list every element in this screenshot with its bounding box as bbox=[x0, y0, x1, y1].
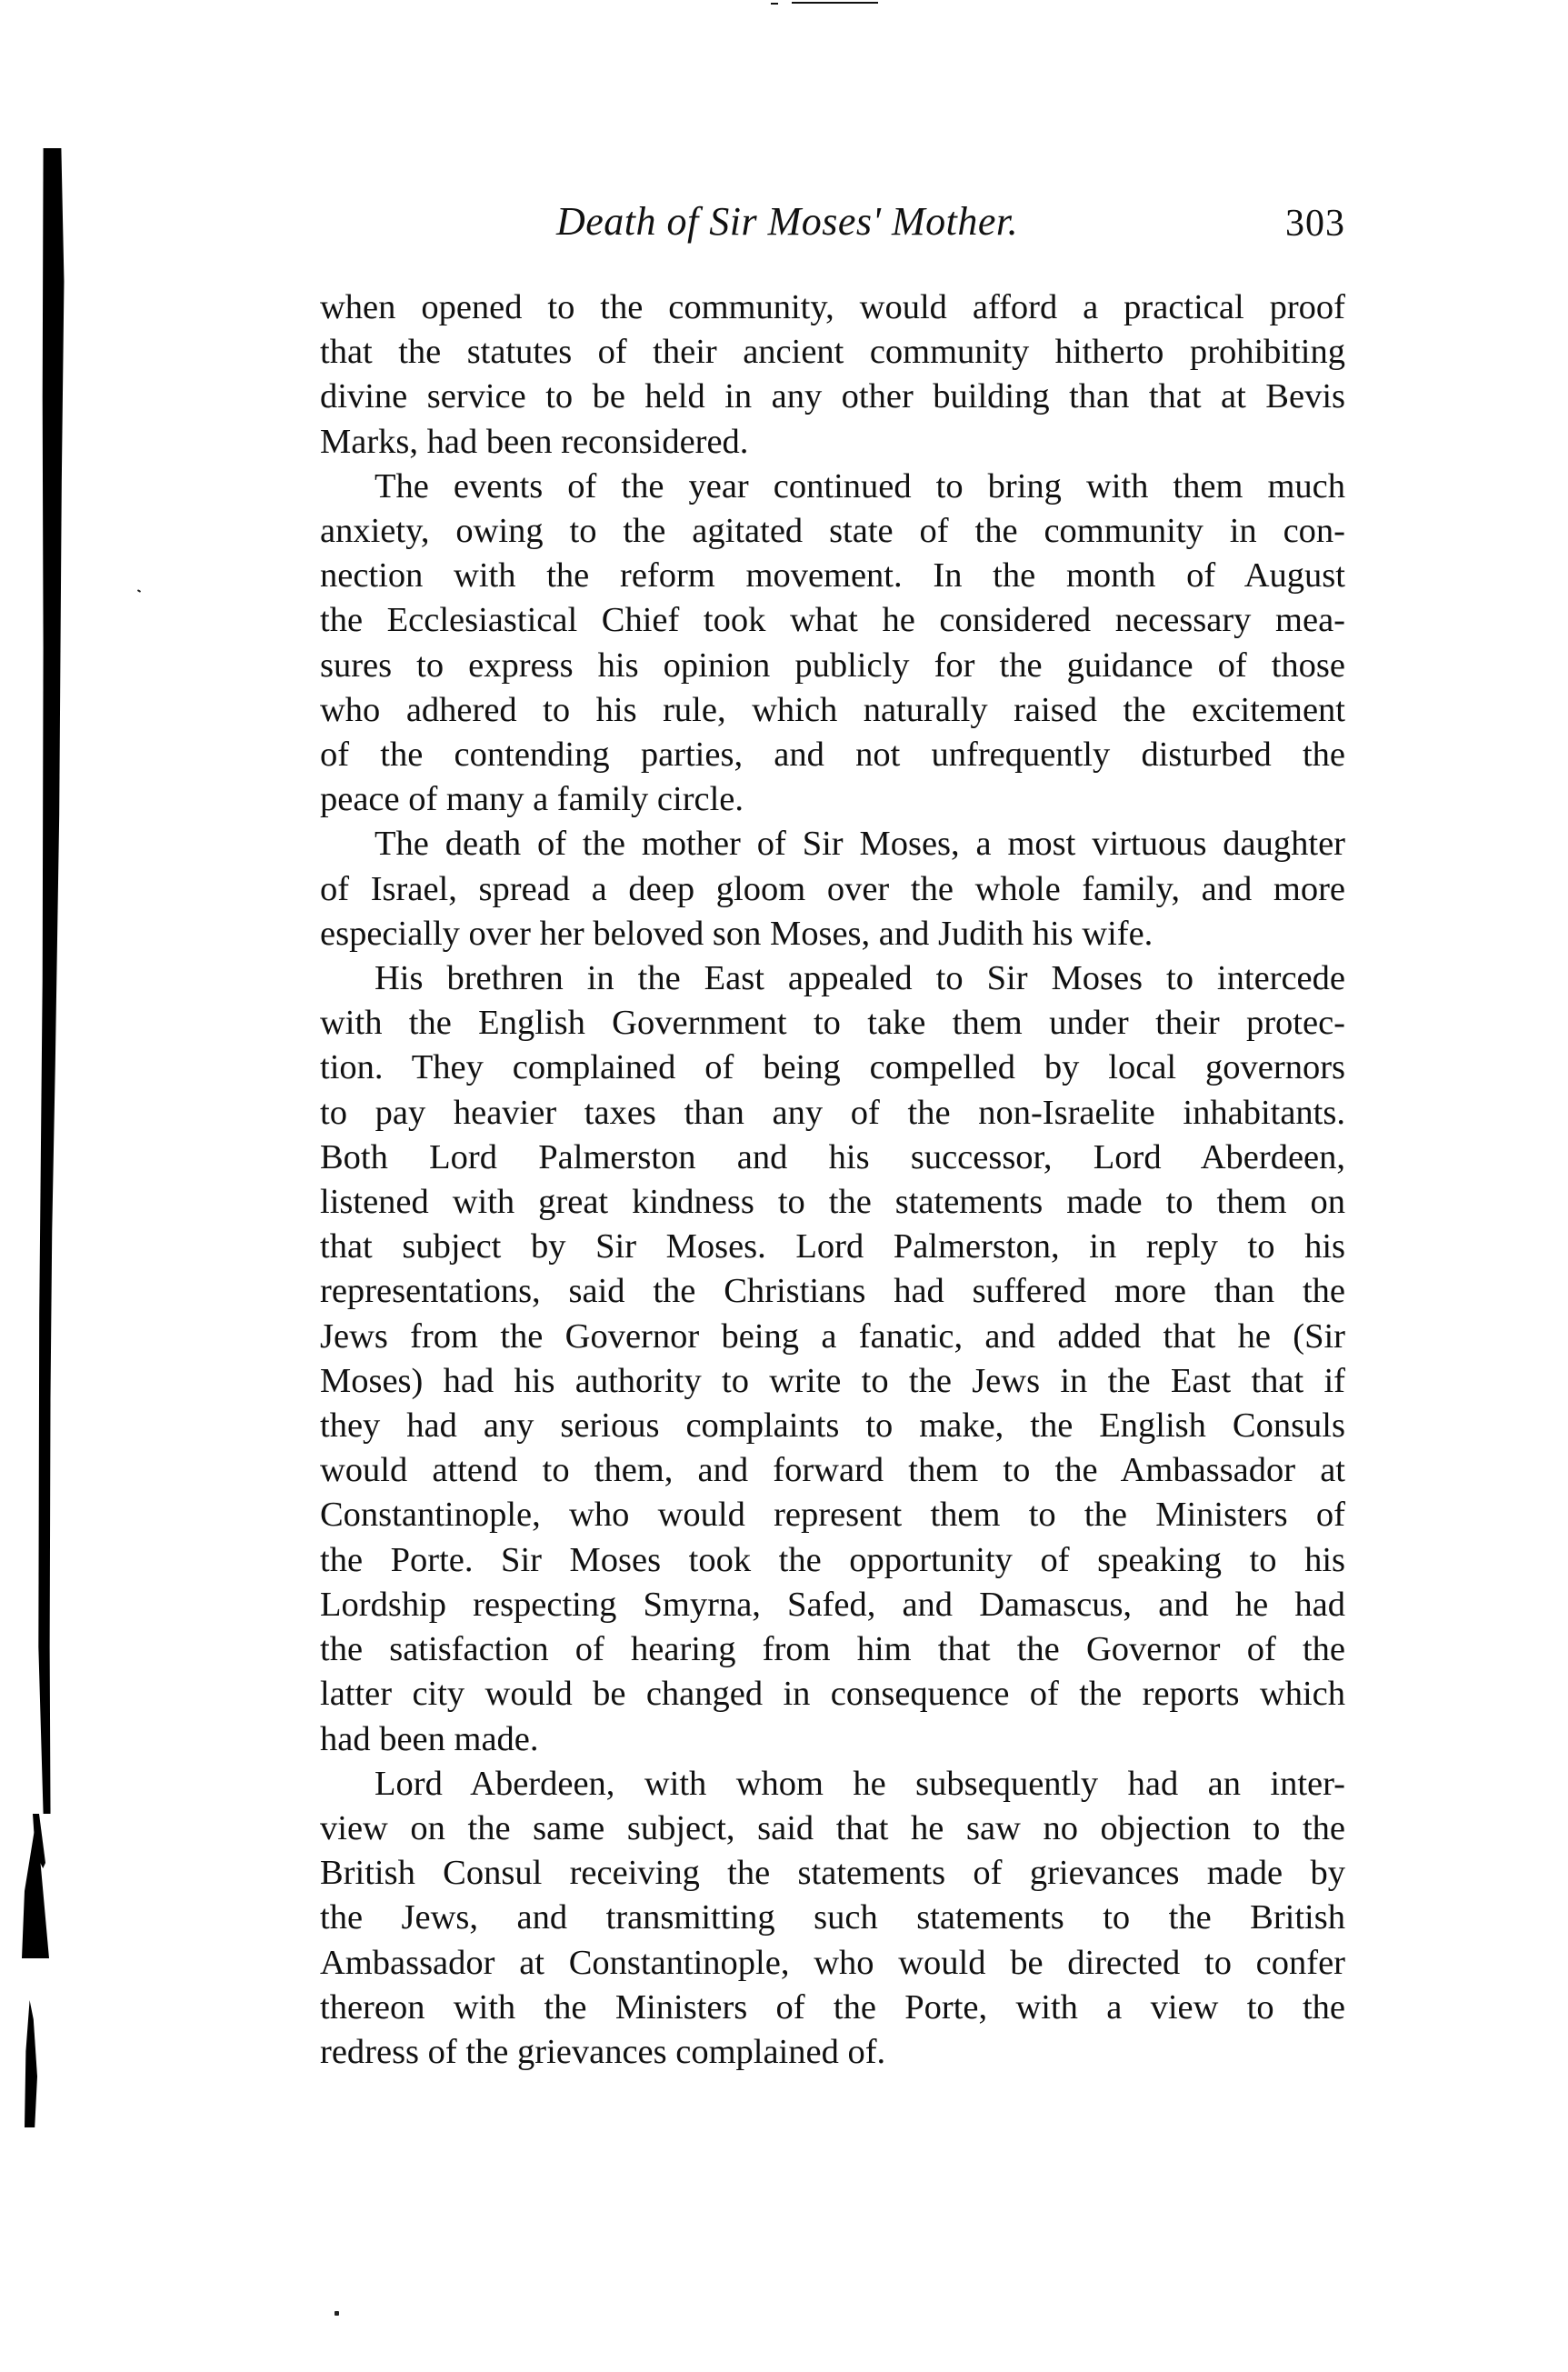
running-head bbox=[318, 198, 1345, 253]
paragraph bbox=[320, 1762, 1345, 2075]
text-line: latter city would be changed in consequence of the reports which bbox=[320, 1675, 1345, 1714]
text-line: Lordship respecting Smyrna, Safed, and Damascus, and he had bbox=[320, 1585, 1345, 1624]
text-line: divine service to be held in any other building than that at Bevis bbox=[320, 377, 1345, 416]
paragraph bbox=[320, 465, 1345, 823]
scan-binding-shadow-fragment bbox=[22, 1824, 49, 1958]
text-line: Ambassador at Constantinople, who would be directed to confer bbox=[320, 1943, 1345, 1982]
text-line: to pay heavier taxes than any of the non-Israelite inhabitants. bbox=[320, 1093, 1345, 1132]
text-line: had been made. bbox=[320, 1719, 539, 1758]
paragraph bbox=[320, 822, 1345, 956]
text-line: of Israel, spread a deep gloom over the whole family, and more bbox=[320, 869, 1345, 908]
text-line: Marks, had been reconsidered. bbox=[320, 422, 749, 461]
scan-speck bbox=[137, 589, 141, 593]
text-line: of the contending parties, and not unfrequently disturbed the bbox=[320, 736, 1345, 775]
text-line: especially over her beloved son Moses, and Judith his wife. bbox=[320, 914, 1154, 953]
paragraph bbox=[320, 956, 1345, 1762]
text-line: Constantinople, who would represent them to the Ministers of bbox=[320, 1496, 1345, 1535]
scan-top-dash-mark bbox=[771, 3, 778, 5]
body-text bbox=[320, 285, 1345, 2075]
text-line: the satisfaction of hearing from him that the Governor of the bbox=[320, 1630, 1345, 1669]
text-line: redress of the grievances complained of. bbox=[320, 2032, 886, 2071]
text-line: Moses) had his authority to write to the Jews in the East that if bbox=[320, 1361, 1345, 1400]
text-line: when opened to the community, would afford a practical proof bbox=[320, 288, 1345, 326]
text-line: The death of the mother of Sir Moses, a most virtuous daughter bbox=[375, 825, 1345, 864]
scan-binding-shadow-fragment bbox=[25, 2000, 37, 2127]
text-line: sures to express his opinion publicly for the guidance of those bbox=[320, 646, 1345, 685]
scan-top-rule bbox=[792, 2, 878, 4]
text-line: nection with the reform movement. In the month of August bbox=[320, 556, 1345, 596]
text-line: listened with great kindness to the statements made to them on bbox=[320, 1183, 1345, 1222]
text-line: Both Lord Palmerston and his successor, Lord Aberdeen, bbox=[320, 1137, 1345, 1176]
text-line: Lord Aberdeen, with whom he subsequently had an inter- bbox=[375, 1764, 1345, 1803]
paragraph bbox=[320, 285, 1345, 465]
text-line: thereon with the Ministers of the Porte, with a view to the bbox=[320, 1987, 1345, 2027]
text-line: the Jews, and transmitting such statements to the British bbox=[320, 1898, 1345, 1937]
running-head-title: Death of Sir Moses' Mother. bbox=[556, 199, 1019, 244]
text-line: The events of the year continued to bring with them much bbox=[375, 466, 1345, 505]
text-line: Jews from the Governor being a fanatic, and added that he (Sir bbox=[320, 1316, 1345, 1356]
scan-speck bbox=[335, 2311, 339, 2316]
text-line: with the English Government to take them under their protec- bbox=[320, 1004, 1345, 1043]
text-line: anxiety, owing to the agitated state of the community in con- bbox=[320, 512, 1345, 551]
text-line: they had any serious complaints to make, the English Consuls bbox=[320, 1406, 1345, 1446]
text-line: tion. They complained of being compelled by local governors bbox=[320, 1048, 1345, 1087]
text-line: His brethren in the East appealed to Sir Moses to intercede bbox=[375, 959, 1345, 998]
text-line: the Porte. Sir Moses took the opportunity of speaking to his bbox=[320, 1540, 1345, 1579]
scan-binding-shadow bbox=[27, 148, 67, 1814]
text-line: representations, said the Christians had suffered more than the bbox=[320, 1272, 1345, 1311]
text-line: peace of many a family circle. bbox=[320, 780, 744, 819]
text-line: British Consul receiving the statements of grievances made by bbox=[320, 1854, 1345, 1893]
text-line: the Ecclesiastical Chief took what he considered necessary mea- bbox=[320, 601, 1345, 640]
text-line: view on the same subject, said that he saw no objection to the bbox=[320, 1808, 1345, 1847]
text-line: that subject by Sir Moses. Lord Palmerston, in reply to his bbox=[320, 1227, 1345, 1266]
text-line: that the statutes of their ancient community hitherto prohibiting bbox=[320, 333, 1345, 372]
page-number: 303 bbox=[1285, 203, 1345, 245]
text-line: who adhered to his rule, which naturally raised the excitement bbox=[320, 690, 1345, 729]
text-line: would attend to them, and forward them to the Ambassador at bbox=[320, 1451, 1345, 1490]
